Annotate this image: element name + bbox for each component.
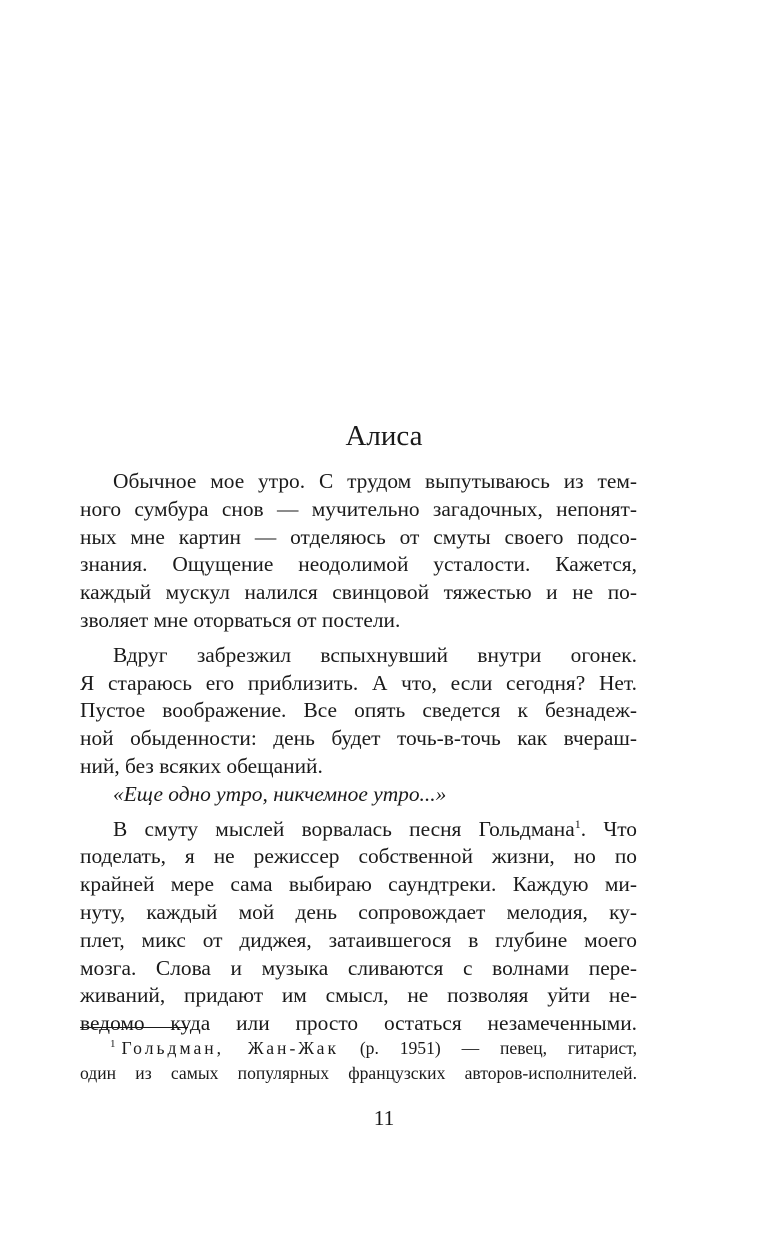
text-line: Пустое воображение. Все опять сведется к безнадеж-	[80, 698, 637, 723]
text-line: крайней мере сама выбираю саундтреки. Каждую ми-	[80, 872, 637, 897]
paragraph-gap	[80, 635, 637, 642]
text-line: ний, без всяких обещаний.	[80, 753, 323, 778]
text-line: живаний, придают им смысл, не позволяя уйти не-	[80, 983, 637, 1008]
paragraph	[80, 468, 637, 635]
chapter-title: Алиса	[345, 420, 423, 452]
paragraph	[80, 642, 637, 781]
text-line: зволяет мне оторваться от постели.	[80, 607, 401, 632]
footnote-number: 1	[110, 1038, 116, 1051]
text-line: Вдруг забрезжил вспыхнувший внутри огонек.	[113, 642, 637, 667]
text-line: ного сумбура снов — мучительно загадочных, непонят-	[80, 496, 637, 521]
text-line: каждый мускул налился свинцовой тяжестью и не по-	[80, 580, 637, 605]
footnote-line	[80, 1036, 637, 1061]
text-line: Обычное мое утро. С трудом выпутываюсь из тем-	[113, 469, 637, 493]
footnote-name: Гольдман, Жан-Жак	[121, 1038, 339, 1058]
text-line: ных мне картин — отделяюсь от смуты своего подсо-	[80, 524, 637, 549]
paragraph-gap	[80, 809, 637, 816]
text-line: ной обыденности: день будет точь-в-точь как вчераш-	[80, 726, 637, 751]
text-line	[80, 816, 637, 844]
text-line: мозга. Слова и музыка сливаются с волнами пере-	[80, 955, 637, 980]
text-line: плет, микс от диджея, затаившегося в глубине моего	[80, 927, 637, 952]
text-fragment: В смуту мыслей ворвалась песня Гольдмана	[113, 816, 575, 841]
footnote	[80, 1036, 637, 1086]
footnote-line: один из самых популярных французских авторов-исполнителей.	[80, 1063, 637, 1083]
quote-line: «Еще одно утро, никчемное утро...»	[113, 781, 447, 806]
body-text	[80, 468, 637, 1038]
text-line: знания. Ощущение неодолимой усталости. Кажется,	[80, 552, 637, 577]
footnote-text: (р. 1951) — певец, гитарист,	[359, 1038, 637, 1058]
footnote-divider	[80, 1027, 188, 1028]
quote-paragraph	[80, 781, 637, 809]
text-line: нуту, каждый мой день сопровождает мелодия, ку-	[80, 899, 637, 924]
text-line: ведомо куда или просто остаться незамеченными.	[80, 1011, 637, 1036]
text-line: Я стараюсь его приблизить. А что, если сегодня? Нет.	[80, 670, 637, 695]
paragraph	[80, 816, 637, 1038]
page-number: 11	[373, 1106, 395, 1130]
footnote-reference[interactable]: 1	[574, 816, 581, 831]
text-line: поделать, я не режиссер собственной жизни, но по	[80, 844, 637, 869]
text-fragment: . Что	[580, 816, 637, 841]
